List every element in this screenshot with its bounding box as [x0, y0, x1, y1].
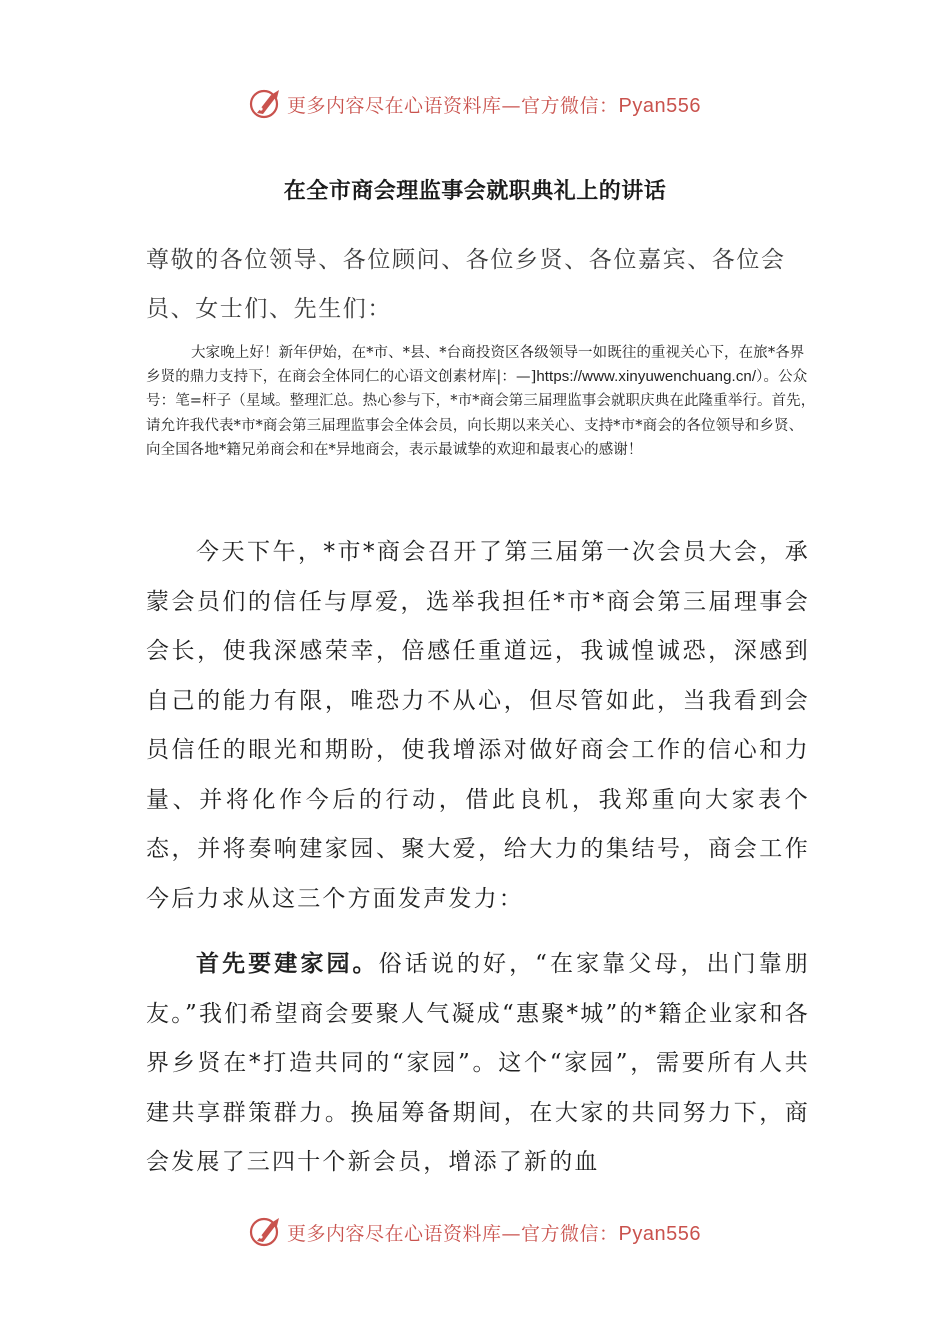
header-watermark — [0, 84, 950, 124]
watermark-text: 更多内容尽在心语资料库—官方微信：Pyan556 — [287, 1222, 701, 1245]
source-link: https://www.xinyuwenchuang.cn/ — [536, 368, 757, 386]
pen-nib-logo-icon — [249, 1215, 283, 1249]
body-paragraph-1: 今天下午，*市*商会召开了第三届第一次会员大会，承蒙会员们的信任与厚爱，选举我担任*市*商会第三届理事会会长，使我深感荣幸，倍感任重道远，我诚惶诚恐，深感到自己的能力有限，唯恐力不从心，但尽管如此，当我看到会员信任的眼光和期盼，使我增添对做好商会工作的信心和力量、并将化作今后的行动，借此良机，我郑重向大家表个态，并将奏响建家园、聚大爱，给大力的集结号，商会工作今后力求从这三个方面发声发力： — [146, 539, 810, 912]
document-title: 在全市商会理监事会就职典礼上的讲话 — [283, 179, 667, 204]
section-heading: 首先要建家园。 — [196, 951, 379, 977]
footer-watermark — [0, 1212, 950, 1252]
body-paragraph-2: 首先要建家园。俗话说的好，“在家靠父母，出门靠朋友。”我们希望商会要聚人气凝成“惠聚*城”的*籍企业家和各界乡贤在*打造共同的“家园”。这个“家园”，需要所有人共建共享群策群力。换届筹备期间，在大家的共同努力下，商会发展了三四十个新会员，增添了新的血 — [146, 951, 810, 1175]
pen-nib-logo-icon — [249, 87, 283, 121]
salutation: 尊敬的各位领导、各位顾问、各位乡贤、各位嘉宾、各位会员、女士们、先生们： — [146, 247, 786, 322]
greeting-paragraph: 大家晚上好！新年伊始，在*市、*县、*台商投资区各级领导一如既往的重视关心下，在旅*各界乡贤的鼎力支持下，在商会全体同仁的心语文创素材库|：—]https://www.xinyuwenchuang.cn/）。公众号：笔=杆子（星域。整理汇总。热心参与下，*市*商会第三届理监事会就职庆典在此隆重举行。首先，请允许我代表*市*商会第三届理监事会全体会员，向长期以来关心、支持*市*商会的各位领导和乡贤、向全国各地*籍兄弟商会和在*异地商会，表示最诚挚的欢迎和最衷心的感谢！ — [146, 345, 816, 458]
watermark-text: 更多内容尽在心语资料库—官方微信：Pyan556 — [287, 94, 701, 117]
